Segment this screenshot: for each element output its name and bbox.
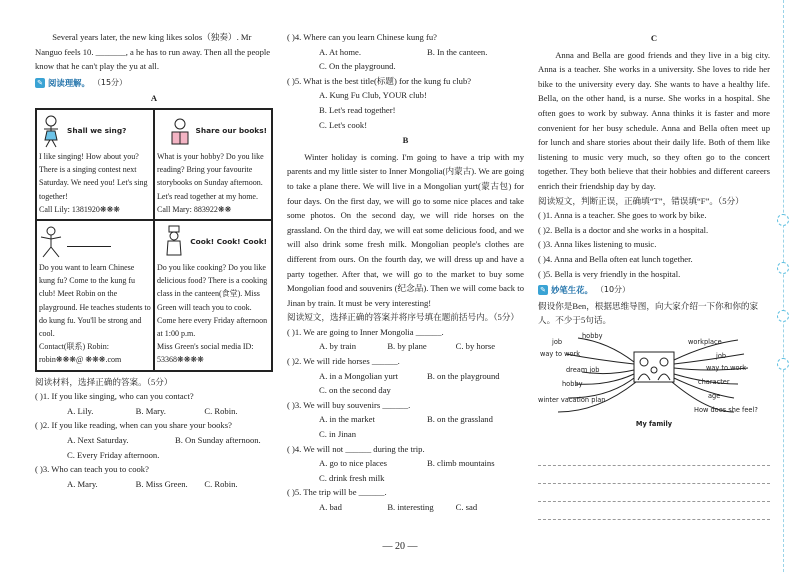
options xyxy=(287,471,524,486)
chef-icon xyxy=(162,225,186,259)
question: ( )4. Where can you learn Chinese kung fu? xyxy=(287,32,437,42)
page-number: — 20 — xyxy=(382,541,418,552)
options xyxy=(287,369,524,384)
writing-line[interactable] xyxy=(538,466,770,484)
map-node: way to work xyxy=(540,349,581,358)
options xyxy=(35,448,273,463)
section-header-reading xyxy=(35,76,273,91)
map-node: job xyxy=(716,351,727,360)
tf-item: ( )1. Anna is a teacher. She goes to work by bike. xyxy=(538,210,707,221)
ad-text: Do you like cooking? Do you like delicious food? There is a cooking class in the canteen(食堂). Miss Green will teach you to cook. Come here every Friday afternoon at 1:00 p.m. xyxy=(157,262,268,338)
passage-label-a: A xyxy=(150,93,158,104)
instruction: 阅读短文，选择正确的答案并将序号填在题前括号内。（5分） xyxy=(287,312,520,323)
map-node: character xyxy=(698,377,730,386)
tf-item: ( )5. Bella is very friendly in the hospital. xyxy=(538,268,681,279)
option: C. drink fresh milk xyxy=(319,472,385,483)
ad-books xyxy=(154,109,272,220)
option: A. bad xyxy=(319,502,342,512)
tf-item: ( )2. Bella is a doctor and she works in a hospital. xyxy=(538,224,709,235)
instruction: 阅读短文，判断正误，正确填“T”，错误填“F”。（5分） xyxy=(538,195,744,206)
option: C. by horse xyxy=(455,341,496,352)
bubble-text: Cook! Cook! Cook! xyxy=(190,237,267,247)
option: C. Robin. xyxy=(204,405,238,416)
map-node: workplace xyxy=(688,337,722,346)
binding-dot xyxy=(777,310,789,322)
option: C. in Jinan xyxy=(319,429,357,440)
ad-text: Do you want to learn Chinese kung fu? Come to the kung fu club! Meet Robin on the playground. He teaches students to do kung fu. You'll be strong and cool. xyxy=(39,262,151,338)
column-right xyxy=(538,30,770,520)
kungfu-boy-icon xyxy=(39,225,63,259)
options xyxy=(287,103,524,118)
binding-dot xyxy=(777,358,789,370)
girl-singing-icon xyxy=(39,114,63,148)
ad-contact: Contact(联系) Robin: robin❋❋❋@ ❋❋❋.com xyxy=(39,342,122,365)
ad-kungfu xyxy=(36,220,154,371)
option: C. On the playground. xyxy=(319,61,396,72)
bubble-text: Shall we sing? xyxy=(67,126,127,136)
bubble-blank xyxy=(67,236,111,247)
ad-picture xyxy=(39,223,151,261)
option: B. on the playground xyxy=(427,370,500,381)
passage-label-c: C xyxy=(650,33,658,43)
option: B. climb mountains xyxy=(427,458,495,469)
option: C. on the second day xyxy=(319,385,391,396)
ad-picture xyxy=(157,223,269,261)
option: C. Let's cook! xyxy=(319,119,368,130)
options xyxy=(287,118,524,133)
bubble-text: Share our books! xyxy=(195,126,267,136)
passage-b: Winter holiday is coming. I'm going to have a trip with my parents and my little sister to Inner Mongolia(内蒙古). We are going to take a plane there. We will live in a Mongolian yurt(蒙古包) for four days. On the first day, we will go to some nice places and take some photos. On the second day, we will ride horses on the grassland. On the third day, we will eat some delicious food, and we will also drink some fresh milk. Mongolian people's clothes are different from ours. On the fourth day, we will dress up and have a party together. After that, we will go to the market to buy some Mongolian food and souvenirs (纪念品). Then we will come back to Jinan by train. It must be very interesting! xyxy=(287,151,524,308)
section-header-writing xyxy=(538,283,770,298)
map-node: way to work xyxy=(706,363,747,372)
map-node: winter vacation plan xyxy=(538,395,606,404)
pencil-icon: ✎ xyxy=(35,78,45,88)
option: B. On Sunday afternoon. xyxy=(175,434,261,445)
option: A. go to nice places xyxy=(319,458,388,469)
map-node: age xyxy=(708,391,721,400)
question: ( )4. We will not ______ during the trip. xyxy=(287,443,425,454)
ad-contact: Miss Green's social media ID: 53368❋❋❋❋ xyxy=(157,342,254,365)
options xyxy=(35,404,273,419)
passage-label-b: B xyxy=(402,135,409,146)
question: ( )1. We are going to Inner Mongolia ______. xyxy=(287,326,444,337)
option: B. on the grassland xyxy=(427,414,493,425)
map-node: job xyxy=(552,337,563,346)
binding-edge xyxy=(783,0,784,572)
option: B. by plane xyxy=(387,341,427,352)
map-node: dream job xyxy=(566,365,600,374)
tf-item: ( )4. Anna and Bella often eat lunch together. xyxy=(538,253,693,264)
ad-contact: Call Lily: 1381920❋❋❋ xyxy=(39,204,120,214)
ad-contact: Call Mary: 883922❋❋ xyxy=(157,204,232,214)
section-score: （15分） xyxy=(92,77,128,87)
question: ( )3. Who can teach you to cook? xyxy=(35,464,149,475)
binding-dot xyxy=(777,214,789,226)
option: B. In the canteen. xyxy=(427,46,488,57)
map-node: hobby xyxy=(582,331,603,340)
options xyxy=(287,383,524,398)
story-ending: Several years later, the new king likes solos（独奏）. Mr Nanguo feels 10. _______, a he has to run away. Then all the people know that he can't play the yu at all. xyxy=(35,32,271,72)
binding-dot xyxy=(777,262,789,274)
reading-child-icon xyxy=(168,114,192,148)
option: A. At home. xyxy=(319,46,362,57)
option: A. Next Saturday. xyxy=(67,434,129,445)
pencil-icon: ✎ xyxy=(538,285,548,295)
option: B. Miss Green. xyxy=(135,478,188,489)
option: A. by train xyxy=(319,341,356,352)
question: ( )3. We will buy souvenirs ______. xyxy=(287,399,411,410)
column-middle xyxy=(287,30,524,515)
options xyxy=(287,500,524,515)
option: B. Mary. xyxy=(135,405,166,416)
option: B. interesting xyxy=(387,502,434,512)
column-left xyxy=(35,30,273,491)
question: ( )2. If you like reading, when can you share your books? xyxy=(35,420,232,431)
option: B. Let's read together! xyxy=(319,104,396,115)
ad-picture xyxy=(39,112,151,150)
options xyxy=(287,456,524,471)
section-title: 阅读理解。 xyxy=(48,77,90,88)
section-score: （10分） xyxy=(595,285,631,295)
options xyxy=(287,45,524,60)
section-title: 妙笔生花。 xyxy=(551,285,593,296)
question: ( )5. What is the best title(标题) for the kung fu club? xyxy=(287,75,472,86)
options xyxy=(287,88,524,103)
ad-singing xyxy=(36,109,154,220)
option: C. Robin. xyxy=(204,478,238,489)
writing-line[interactable] xyxy=(538,484,770,502)
option: C. Every Friday afternoon. xyxy=(67,449,160,460)
map-caption: My family xyxy=(635,419,673,428)
ad-text: What is your hobby? Do you like reading? Bring your favourite storybooks on Sunday afternoon. Let's read together at my home. xyxy=(157,151,264,201)
options xyxy=(35,477,273,492)
options xyxy=(287,339,524,354)
option: A. in a Mongolian yurt xyxy=(319,370,399,381)
ad-cooking xyxy=(154,220,272,371)
option: A. in the market xyxy=(319,414,375,425)
question: ( )2. We will ride horses ______. xyxy=(287,356,400,367)
option: C. sad xyxy=(455,502,478,512)
writing-prompt: 假设你是Ben，根据思维导图，向大家介绍一下你和你的家人。不少于5句话。 xyxy=(538,300,759,326)
options xyxy=(287,427,524,442)
option: A. Kung Fu Club, YOUR club! xyxy=(319,90,427,101)
writing-line[interactable] xyxy=(538,448,770,466)
option: A. Mary. xyxy=(67,478,98,489)
instruction: 阅读材料，选择正确的答案。（5分） xyxy=(35,376,173,387)
ad-grid xyxy=(35,108,273,372)
question: ( )1. If you like singing, who can you contact? xyxy=(35,391,194,402)
options xyxy=(287,412,524,427)
writing-lines[interactable] xyxy=(538,448,770,520)
passage-c: Anna and Bella are good friends and they live in a big city. Anna is a teacher. She works in a university. She loves to ride her bike to the university every day. She wants to have a healthy life. Bella, on the other hand, is a nurse. She works in a hospital. She often goes to work by subway. Anna thinks it is faster and more convenient for her busy schedule. Anna and Bella often meet up for lunch and share stories about their daily life. Both of them like listening to music very much, so they often go to the concert together. They both believe that their hobbies and different careers enrich their friendship day by day. xyxy=(538,49,770,191)
question: ( )5. The trip will be ______. xyxy=(287,487,387,498)
tf-item: ( )3. Anna likes listening to music. xyxy=(538,239,657,250)
map-node: hobby xyxy=(562,379,583,388)
family-mind-map xyxy=(538,332,770,444)
options xyxy=(287,59,524,74)
option: A. Lily. xyxy=(67,405,94,416)
map-node: How does she feel? xyxy=(694,405,758,414)
writing-line[interactable] xyxy=(538,502,770,520)
options xyxy=(35,433,273,448)
ad-picture xyxy=(157,112,269,150)
ad-text: I like singing! How about you? There is a singing contest next Saturday. We need you! Let's sing together! xyxy=(39,151,148,201)
